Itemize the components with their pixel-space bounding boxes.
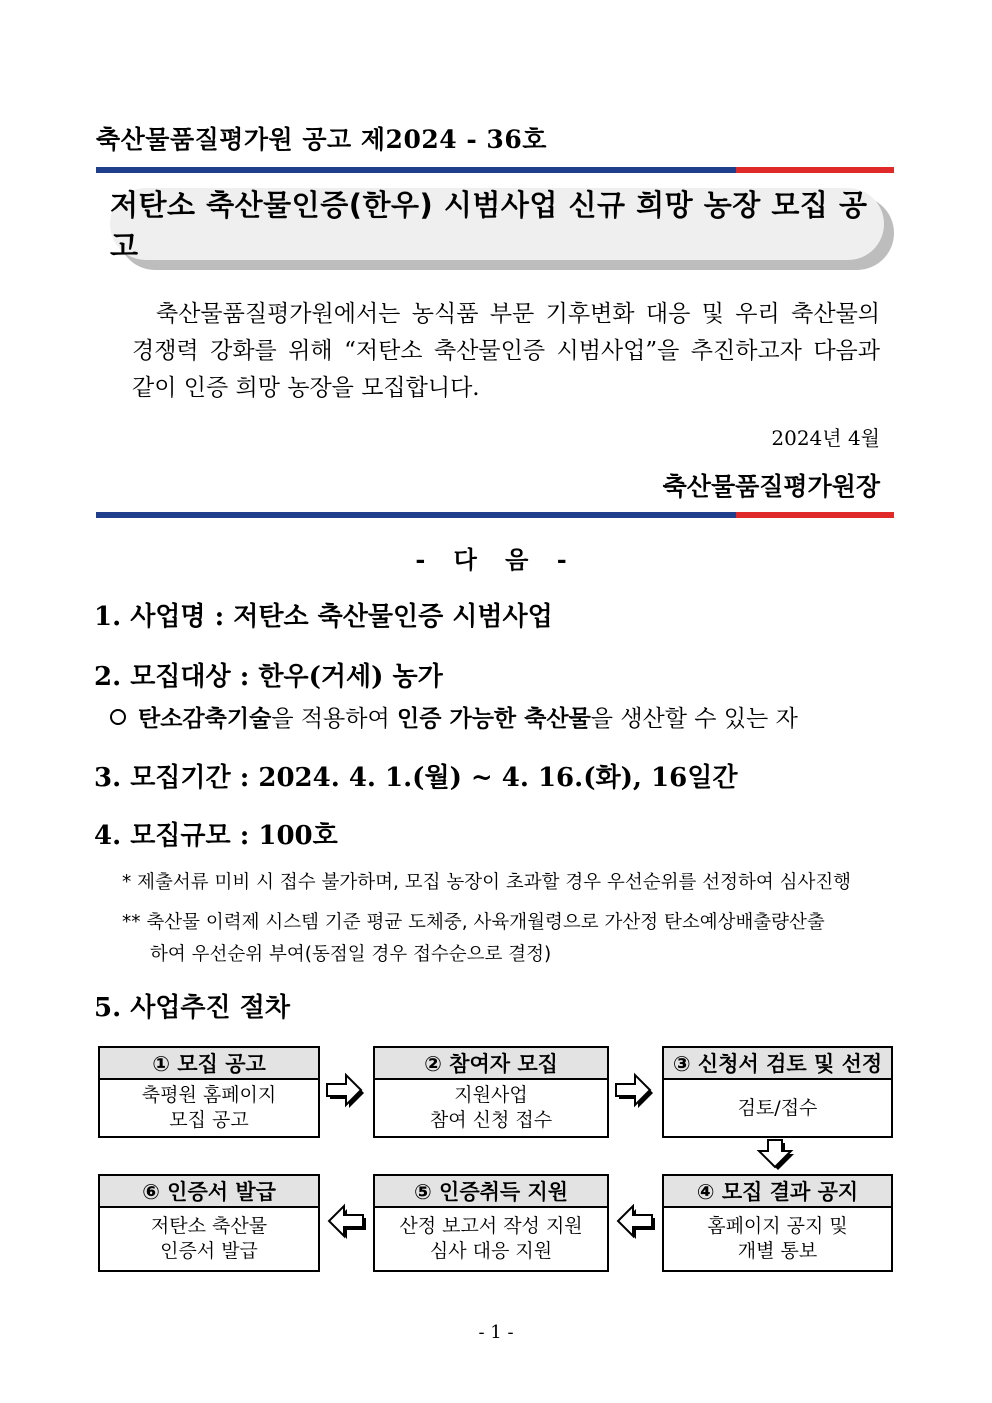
intro-paragraph: 축산물품질평가원에서는 농식품 부문 기후변화 대응 및 우리 축산물의 경쟁력 강화를 위해 “저탄소 축산물인증 시범사업”을 추진하고자 다음과 같이 인증 희망 농장을 모집합니다. (132, 301, 880, 401)
process-step-5: ⑤ 인증취득 지원 산정 보고서 작성 지원 심사 대응 지원 (373, 1174, 609, 1272)
section-business-name: 1. 사업명 : 저탄소 축산물인증 시범사업 (94, 602, 553, 632)
note-2-line1: ** 축산물 이력제 시스템 기준 평균 도체중, 사육개월령으로 가산정 탄소예상배출량산출 (122, 912, 825, 933)
notice-date: 2024년 4월 (771, 426, 880, 450)
section-period: 3. 모집기간 : 2024. 4. 1.(월) ~ 4. 16.(화), 16일간 (94, 763, 738, 793)
process-step-4: ④ 모집 결과 공지 홈페이지 공지 및 개별 통보 (662, 1174, 893, 1272)
arrow-right-icon (325, 1072, 369, 1112)
middle-divider (96, 512, 894, 518)
section-procedure: 5. 사업추진 절차 (94, 993, 290, 1023)
target-bullet: 탄소감축기술을 적용하여 인증 가능한 축산물을 생산할 수 있는 자 (110, 700, 798, 733)
notice-number: 축산물품질평가원 공고 제2024 - 36호 (96, 125, 547, 154)
arrow-left-icon (614, 1202, 658, 1244)
section-scale: 4. 모집규모 : 100호 (94, 821, 338, 851)
page-title: 저탄소 축산물인증(한우) 시범사업 신규 희망 농장 모집 공고 (110, 188, 868, 263)
signer: 축산물품질평가원장 (662, 472, 880, 501)
process-step-6: ⑥ 인증서 발급 저탄소 축산물 인증서 발급 (98, 1174, 320, 1272)
note-2-line2: 하여 우선순위 부여(동점일 경우 접수순으로 결정) (150, 944, 552, 965)
arrow-right-icon (614, 1072, 658, 1112)
process-step-2: ② 참여자 모집 지원사업 참여 신청 접수 (373, 1046, 609, 1138)
section-target: 2. 모집대상 : 한우(거세) 농가 (94, 662, 443, 692)
top-divider (96, 167, 894, 173)
circle-bullet-icon (110, 709, 126, 725)
page-number: - 1 - (478, 1322, 514, 1343)
sub-heading: - 다 음 - (415, 545, 577, 574)
arrow-left-icon (325, 1202, 369, 1244)
process-step-1: ① 모집 공고 축평원 홈페이지 모집 공고 (98, 1046, 320, 1138)
note-1: * 제출서류 미비 시 접수 불가하며, 모집 농장이 초과할 경우 우선순위를 선정하여 심사진행 (122, 872, 852, 893)
process-step-3: ③ 신청서 검토 및 선정 검토/접수 (662, 1046, 893, 1138)
title-banner (110, 188, 884, 263)
arrow-down-icon (756, 1139, 802, 1173)
